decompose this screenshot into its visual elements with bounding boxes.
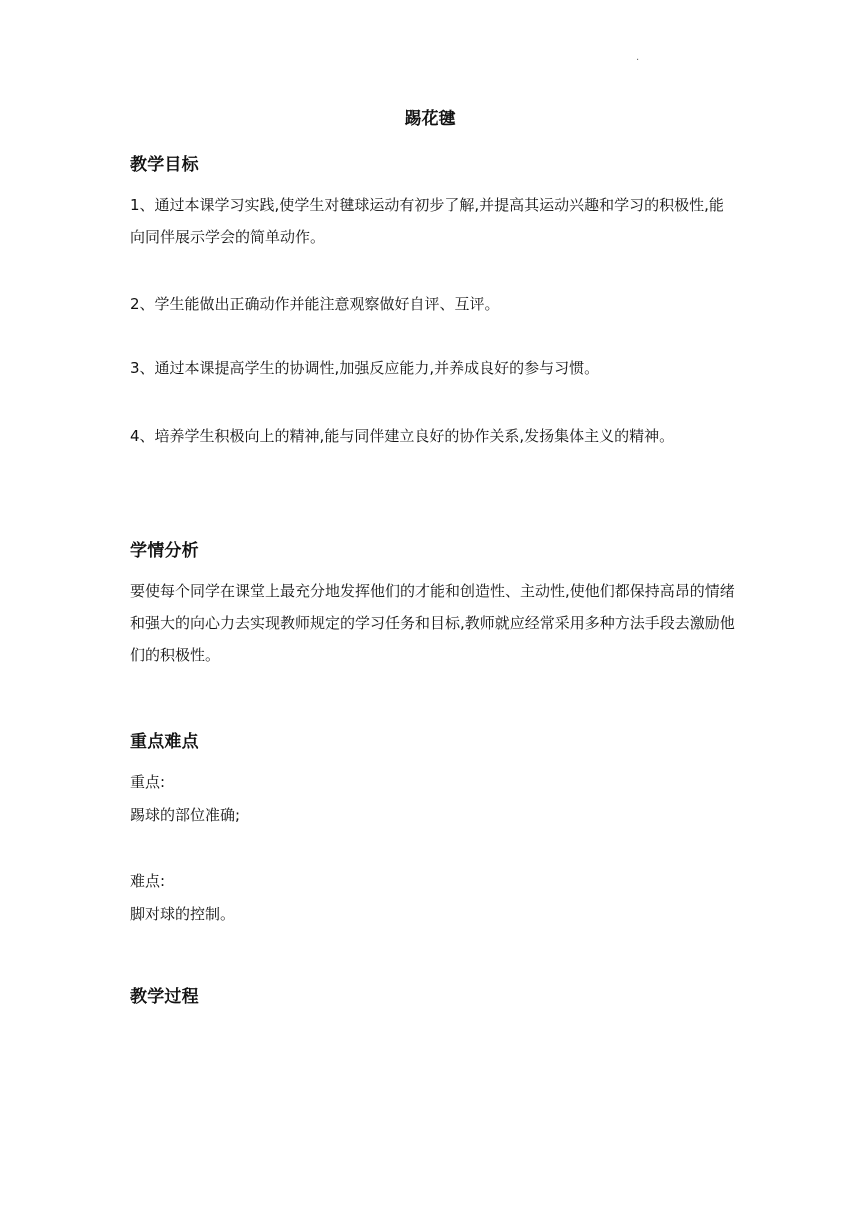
objective-item-2: 2、学生能做出正确动作并能注意观察做好自评、互评。 [130,295,500,313]
header-mark: · [636,55,640,66]
objectives-heading: 教学目标 [130,155,199,175]
objective-item-3: 3、通过本课提高学生的协调性,加强反应能力,并养成良好的参与习惯。 [130,359,600,377]
analysis-heading: 学情分析 [130,541,199,561]
difficulty-text: 脚对球的控制。 [130,905,236,923]
difficulty-label: 难点: [130,872,166,890]
analysis-text: 要使每个同学在课堂上最充分地发挥他们的才能和创造性、主动性,使他们都保持高昂的情绪和强大的向心力去实现教师规定的学习任务和目标,教师就应经常采用多种方法手段去激励他们的积极性。 [130,582,735,664]
objective-item-1: 1、通过本课学习实践,使学生对毽球运动有初步了解,并提高其运动兴趣和学习的积极性,能向同伴展示学会的简单动作。 [130,196,724,246]
key-label: 重点: [130,773,166,791]
objective-item-4: 4、培养学生积极向上的精神,能与同伴建立良好的协作关系,发扬集体主义的精神。 [130,427,675,445]
key-points-heading: 重点难点 [130,732,199,752]
document-title: 踢花毽 [404,109,456,129]
key-text: 踢球的部位准确; [130,806,241,824]
process-heading: 教学过程 [130,987,199,1007]
